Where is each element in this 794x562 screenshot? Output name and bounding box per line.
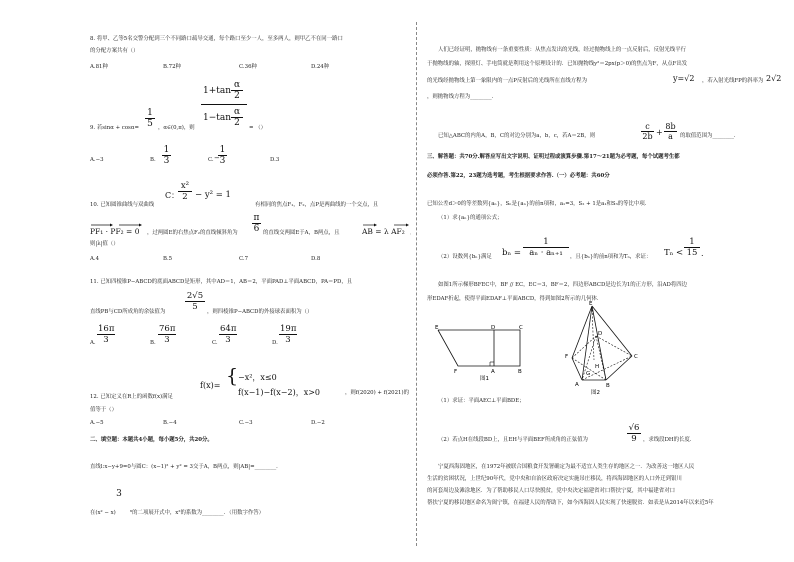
q11-stem-b: ，则四棱锥P−ABCD的外接球表面积为（） <box>207 309 313 315</box>
q15-line3c: ，若入射光线FP的斜率为 <box>702 78 764 84</box>
q17-t-end: . <box>701 249 704 258</box>
q15-line2: 于抛物线的轴，探照灯、手电筒就是利用这个原理设计的．已知抛物线y²＝2px(p＞0)的焦点为F，从点F出发 <box>427 61 688 67</box>
q19-line4: 帮扶宁夏的移民地区命名为闽宁镇，在福建人民的帮助下，如今西海固人民实现了快速脱贫．如表是从2014年以来近5年 <box>427 500 714 506</box>
q8-option-c: C.36种 <box>239 64 257 70</box>
q12-piecewise-lhs: f(x)= <box>200 381 221 390</box>
q12-stem-a: 12. 已知定义在R上的函数f(x)满足 <box>90 394 173 400</box>
q11-option-d-value: $\frac{19\pi}{3}$ <box>280 324 297 345</box>
q18-part2a: （2）若点H在线段BD上，且EH与平面BEF所成角的正弦值为 <box>438 437 588 443</box>
fig1-label-c: C <box>519 325 523 331</box>
q10-stem-a: 10. 已知圆锥曲线与双曲线 <box>90 202 155 208</box>
q10-option-c: C.7 <box>239 256 249 262</box>
q11-option-c-label: C. <box>212 340 218 346</box>
fig1-label-f: F <box>454 369 458 375</box>
q17-line1: 已知公差d＞0的等差数列{aₙ}，Sₙ是{aₙ}的前n项和，a₁=3，S₂ + 1是a₁和S₃的等比中项． <box>427 201 651 207</box>
figure-2-folded-solid <box>560 300 648 396</box>
fig2-label-b: B <box>606 383 610 389</box>
q12-piece-2: f(x−1)−f(x−2)，x>0 <box>238 388 321 397</box>
q11-stem-a: 直线PB与CD所成角的余弦值为 <box>90 309 166 315</box>
q10-option-b: B.5 <box>163 256 173 262</box>
section-2-heading: 二、填空题：本题共4小题，每小题5分，共20分。 <box>90 437 213 443</box>
q11-option-b-label: B. <box>150 340 156 346</box>
q17-part2a: （2）设数列{bₙ}满足 <box>438 254 492 260</box>
q15-line1: 人们已经证明，抛物线有一条重要性质：从焦点发出的光线，经过抛物线上的一点反射后，反射光线平行 <box>438 47 686 53</box>
q14-stem-b: ⁶的二项展开式中，x²的系数为________．（用数字作答） <box>130 510 265 516</box>
section-3-heading-line1: 三、解答题：共70分.解答应写出文字说明、证明过程或演算步骤.第17～21题为必考题，每个试题考生都 <box>427 154 680 160</box>
fig1-label-b: B <box>518 369 522 375</box>
q15-line3a: 的光线经抛物线上第一象限内的一点P反射后的光线所在直线方程为 <box>427 78 587 84</box>
q19-line3: 的河套周边及滩涂地区．为了帮助移民人口尽快脱贫，党中央决定福建省对口帮扶宁夏，其中福建省对口 <box>427 488 675 494</box>
q18-part2b: ，求线段DH的长度． <box>643 437 696 443</box>
q11-option-d-label: D. <box>272 340 278 346</box>
q18-line1: 如图1所示梯形BFEC中，BF // EC，EC＝3，BF＝2，四边形ABCD是边长为1的正方形，沿AD将四边 <box>438 282 688 288</box>
q11-option-a-value: $\frac{16\pi}{3}$ <box>98 324 115 345</box>
q10-stem-f: 则|λ|值（） <box>90 241 119 247</box>
q9-option-c-frac: $\frac{1}{3}$ <box>219 145 226 166</box>
q18-sin-fraction: $\frac{√6}{9}$ <box>628 423 640 444</box>
q14-exponent: 3 <box>116 489 122 499</box>
q17-b-lhs: bₙ = <box>502 248 521 258</box>
fig1-caption: 图1 <box>480 376 489 382</box>
q18-part1: （1）求证：平面AEC⊥平面BDE； <box>438 398 525 404</box>
q16-plus: + <box>656 128 663 137</box>
q9-stem-b: ，α∈(0,π)，则 <box>158 125 195 131</box>
q11-option-b-value: $\frac{76\pi}{3}$ <box>159 324 176 345</box>
q10-curve-frac: $\frac{\text{x²}}{2}$ <box>178 181 192 202</box>
q12-stem-c: 值等于（） <box>90 407 117 413</box>
q12-option-d: D.−2 <box>311 420 325 426</box>
q11-cos-frac: $\frac{2√5}{5}$ <box>186 291 204 312</box>
q10-stem-b: 有相同的焦点F₁，F₂，点P是两曲线的一个交点，且 <box>255 202 379 208</box>
column-divider <box>416 22 417 546</box>
q10-curve-label: C： <box>165 191 180 200</box>
q16-stem-a: 已知△ABC的内角A，B，C的对边分别为a，b，c，若A＝2B，则 <box>438 133 595 139</box>
figure-1-trapezoid <box>432 322 528 384</box>
section-3-heading-line2: 必须作答.第22，23题为选考题，考生根据要求作答.（一）必考题：共60分 <box>427 173 610 179</box>
q9-stem-a: 9. 若sinα + cosα= <box>90 125 139 131</box>
q17-part1: （1）求{aₙ}的通项公式； <box>438 215 503 221</box>
q12-option-a: A.−5 <box>90 420 104 426</box>
q11-stem-line1: 11. 已知四棱锥P−ABCD的底面ABCD是矩形，其中AD＝1，AB＝2，平面PAD⊥平面ABCD，PA＝PD，且 <box>90 279 353 285</box>
q10-option-a: A.4 <box>90 256 100 262</box>
q16-fraction-c-over-2b: $\frac{c}{2b}$ <box>642 122 653 141</box>
q10-curve-rest: − y² = 1 <box>195 190 231 200</box>
q9-option-c: C. <box>208 157 214 163</box>
q9-stem-c: = （） <box>249 125 267 131</box>
q10-option-d: D.8 <box>311 256 321 262</box>
fig1-label-e: E <box>435 325 439 331</box>
q10-dot-product: PF₁ · PF₂ = 0 <box>90 227 140 236</box>
fig1-label-d: D <box>491 325 496 331</box>
q10-angle-frac: $\frac{\pi}{6}$ <box>253 213 260 234</box>
q8-option-b: B.72种 <box>163 64 181 70</box>
q10-ab-expr: AB = λ AF₂ <box>362 227 405 236</box>
fig2-label-h: H <box>595 364 600 370</box>
q16-fraction-8b-over-a: $\frac{8b}{a}$ <box>665 122 676 141</box>
q12-piece-1: −x²，x≤0 <box>238 373 277 382</box>
q9-expr-denominator: 1−tan <box>203 113 232 123</box>
q14-stem-a: 在(x² − x) <box>90 510 116 516</box>
q9-option-b: B. <box>150 157 156 163</box>
q16-stem-b: 的取值范围为________． <box>680 133 740 139</box>
q17-t-fraction: $\frac{1}{15}$ <box>684 237 700 258</box>
q9-option-c-sign: − <box>214 154 220 162</box>
fig2-label-c: C <box>634 354 638 360</box>
q17-t-lhs: Tₙ < <box>664 248 684 258</box>
q8-option-d: D.24种 <box>311 64 330 70</box>
q17-part2b: ，且{bₙ}的前n项和为Tₙ，求证： <box>570 254 652 260</box>
q8-option-a: A.81种 <box>90 64 108 70</box>
fig1-label-a: A <box>491 369 495 375</box>
q15-line4: ，则抛物线方程为________． <box>427 94 498 100</box>
fig2-label-g: G <box>586 371 591 377</box>
q11-option-c-value: $\frac{64\pi}{3}$ <box>220 324 237 345</box>
q12-brace: { <box>226 365 239 387</box>
q9-expr-numerator: 1+tan <box>203 86 232 96</box>
q10-stem-e: ， <box>410 230 413 236</box>
q8-stem-line1: 8. 将甲、乙等5名交警分配到三个不同路口疏导交通，每个路口至少一人，至多两人，则甲乙不在同一路口 <box>90 36 343 42</box>
q19-line2: 生活的贫困状况，上世纪90年代，党中央和自治区政府决定实施吊庄移民，将西海固地区的人口外迁到银川 <box>427 476 682 482</box>
q9-expr-den-half: $\frac{\alpha}{2}$ <box>231 107 243 128</box>
q10-ab-arrows <box>362 222 412 228</box>
question-13: 直线l:x−y+9=0与圆C：(x−1)² + y² = 3交于A，B两点，则|AB|=________． <box>90 464 282 470</box>
q15-line3d: 2√2 <box>766 74 782 83</box>
q15-line3b: y=√2 <box>673 74 695 83</box>
q8-stem-line2: 的分配方案共有（） <box>90 48 139 54</box>
q10-stem-d: 的直线交两圆E于A，B两点，且 <box>263 230 340 236</box>
q12-option-c: C.−3 <box>239 420 253 426</box>
q11-option-a-label: A. <box>90 340 96 346</box>
q19-line1: 宁夏西海固地区，在1972年被联合国粮食开发署确定为最不适宜人类生存的地区之一．为改善这一地区人民 <box>438 464 695 470</box>
q12-stem-b: ，则f(2020) + f(2021)的 <box>345 390 409 396</box>
q17-b-fraction: $\frac{1}{\text{aₙ · aₙ₊₁}}$ <box>523 237 569 258</box>
q9-option-d: D.3 <box>270 157 280 163</box>
q9-one-fifth: $\frac{1}{5}$ <box>145 108 155 129</box>
fig2-label-a: A <box>575 382 579 388</box>
fig2-label-f: F <box>565 354 569 360</box>
fig2-label-d: D <box>598 331 603 337</box>
q10-stem-c: ，过两圆E的右焦点F₂的直线倾斜角为 <box>147 230 238 236</box>
q9-expr-fraction-bar <box>201 104 247 105</box>
q9-option-b-frac: $\frac{1}{3}$ <box>163 145 170 166</box>
q12-option-b: B.−4 <box>163 420 177 426</box>
q10-vector-arrows <box>90 222 150 228</box>
fig2-caption: 图2 <box>591 390 600 396</box>
q18-line2: 形EDAF折起，使得平面EDAF⊥平面ABCD，得到如图2所示的几何体． <box>427 296 603 302</box>
fig2-label-e: E <box>589 301 593 307</box>
q9-expr-num-half: $\frac{\alpha}{2}$ <box>231 80 243 101</box>
q9-option-a: A.−3 <box>90 157 104 163</box>
